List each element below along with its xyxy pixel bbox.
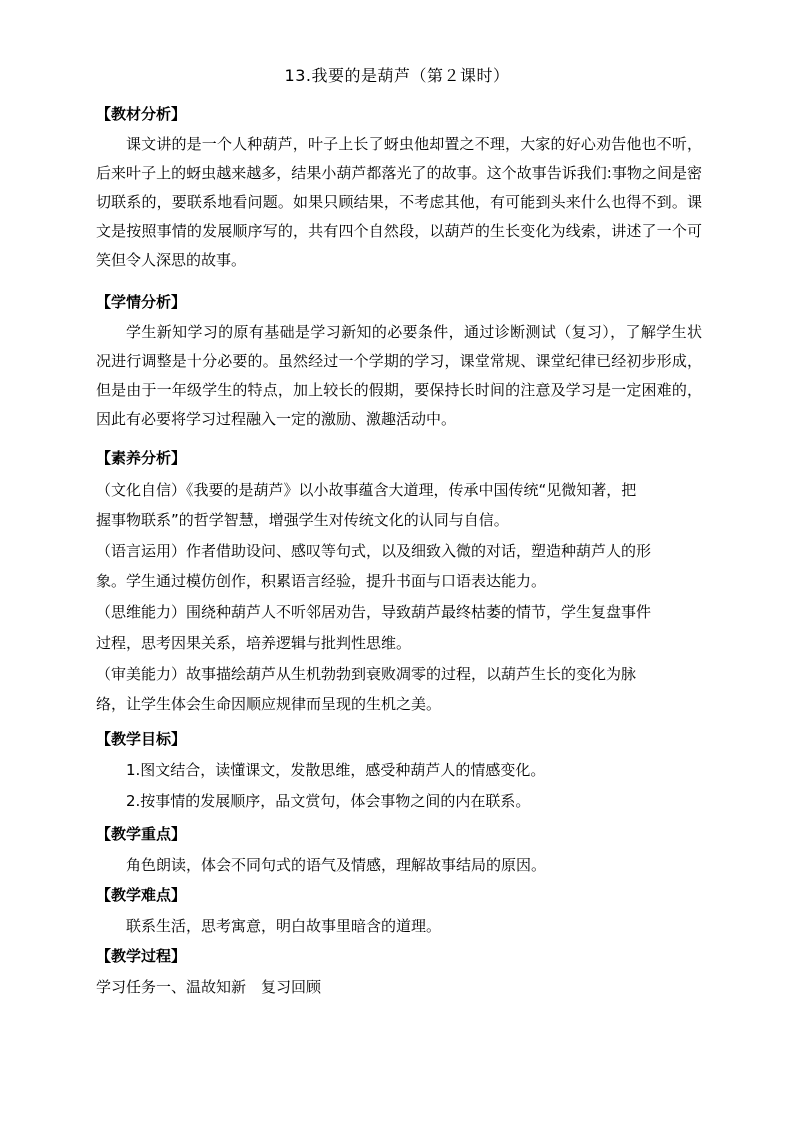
section-heading-teaching-focus: 【教学重点】 bbox=[96, 825, 187, 843]
learning-task-1: 学习任务一、温故知新 复习回顾 bbox=[96, 978, 322, 996]
textbook-analysis-paragraph: 课文讲的是一个人种葫芦，叶子上长了蚜虫他却置之不理，大家的好心劝告他也不听，后来叶子上的蚜虫越来越多，结果小葫芦都落光了的故事。这个故事告诉我们:事物之间是密切联系的，要联系地看问题。如果只顾结果，不考虑其他，有可能到头来什么也得不到。课文是按照事情的发展顺序写的，共有四个自然段，以葫芦的生长变化为线索，讲述了一个可笑但令人深思的故事。 bbox=[96, 135, 702, 269]
page-title: 13.我要的是葫芦（第２课时） bbox=[284, 66, 510, 85]
teaching-goal-1: 1.图文结合，读懂课文，发散思维，感受种葫芦人的情感变化。 bbox=[126, 761, 546, 779]
literacy-thinking-line-2: 过程，思考因果关系，培养逻辑与批判性思维。 bbox=[96, 634, 412, 652]
section-heading-textbook-analysis: 【教材分析】 bbox=[96, 105, 187, 123]
literacy-language-line-1: （语言运用）作者借助设问、感叹等句式，以及细致入微的对话，塑造种葫芦人的形 bbox=[96, 542, 652, 560]
section-heading-teaching-difficulty: 【教学难点】 bbox=[96, 886, 187, 904]
literacy-aesthetic-line-1: （审美能力）故事描绘葫芦从生机勃勃到衰败凋零的过程，以葫芦生长的变化为脉 bbox=[96, 665, 637, 683]
section-heading-teaching-process: 【教学过程】 bbox=[96, 947, 187, 965]
student-analysis-paragraph: 学生新知学习的原有基础是学习新知的必要条件，通过诊断测试（复习），了解学生状况进行调整是十分必要的。虽然经过一个学期的学习，课堂常规、课堂纪律已经初步形成，但是由于一年级学生的特点，加上较长的假期，要保持长时间的注意及学习是一定困难的，因此有必要将学习过程融入一定的激励、激趣活动中。 bbox=[96, 323, 702, 428]
section-heading-literacy-analysis: 【素养分析】 bbox=[96, 449, 187, 467]
section-heading-teaching-goals: 【教学目标】 bbox=[96, 730, 187, 748]
teaching-focus-text: 角色朗读，体会不同句式的语气及情感，理解故事结局的原因。 bbox=[126, 856, 547, 874]
teaching-difficulty-text: 联系生活，思考寓意，明白故事里暗含的道理。 bbox=[126, 917, 442, 935]
literacy-culture-line-2: 握事物联系”的哲学智慧，增强学生对传统文化的认同与自信。 bbox=[96, 511, 509, 529]
literacy-language-line-2: 象。学生通过模仿创作，积累语言经验，提升书面与口语表达能力。 bbox=[96, 572, 547, 590]
literacy-culture-line-1: （文化自信）《我要的是葫芦》以小故事蕴含大道理，传承中国传统“见微知著，把 bbox=[96, 481, 637, 499]
teaching-goal-2: 2.按事情的发展顺序，品文赏句，体会事物之间的内在联系。 bbox=[126, 792, 531, 810]
literacy-thinking-line-1: （思维能力）围绕种葫芦人不听邻居劝告，导致葫芦最终枯萎的情节，学生复盘事件 bbox=[96, 603, 652, 621]
section-heading-student-analysis: 【学情分析】 bbox=[96, 293, 187, 311]
literacy-aesthetic-line-2: 络，让学生体会生命因顺应规律而呈现的生机之美。 bbox=[96, 695, 442, 713]
